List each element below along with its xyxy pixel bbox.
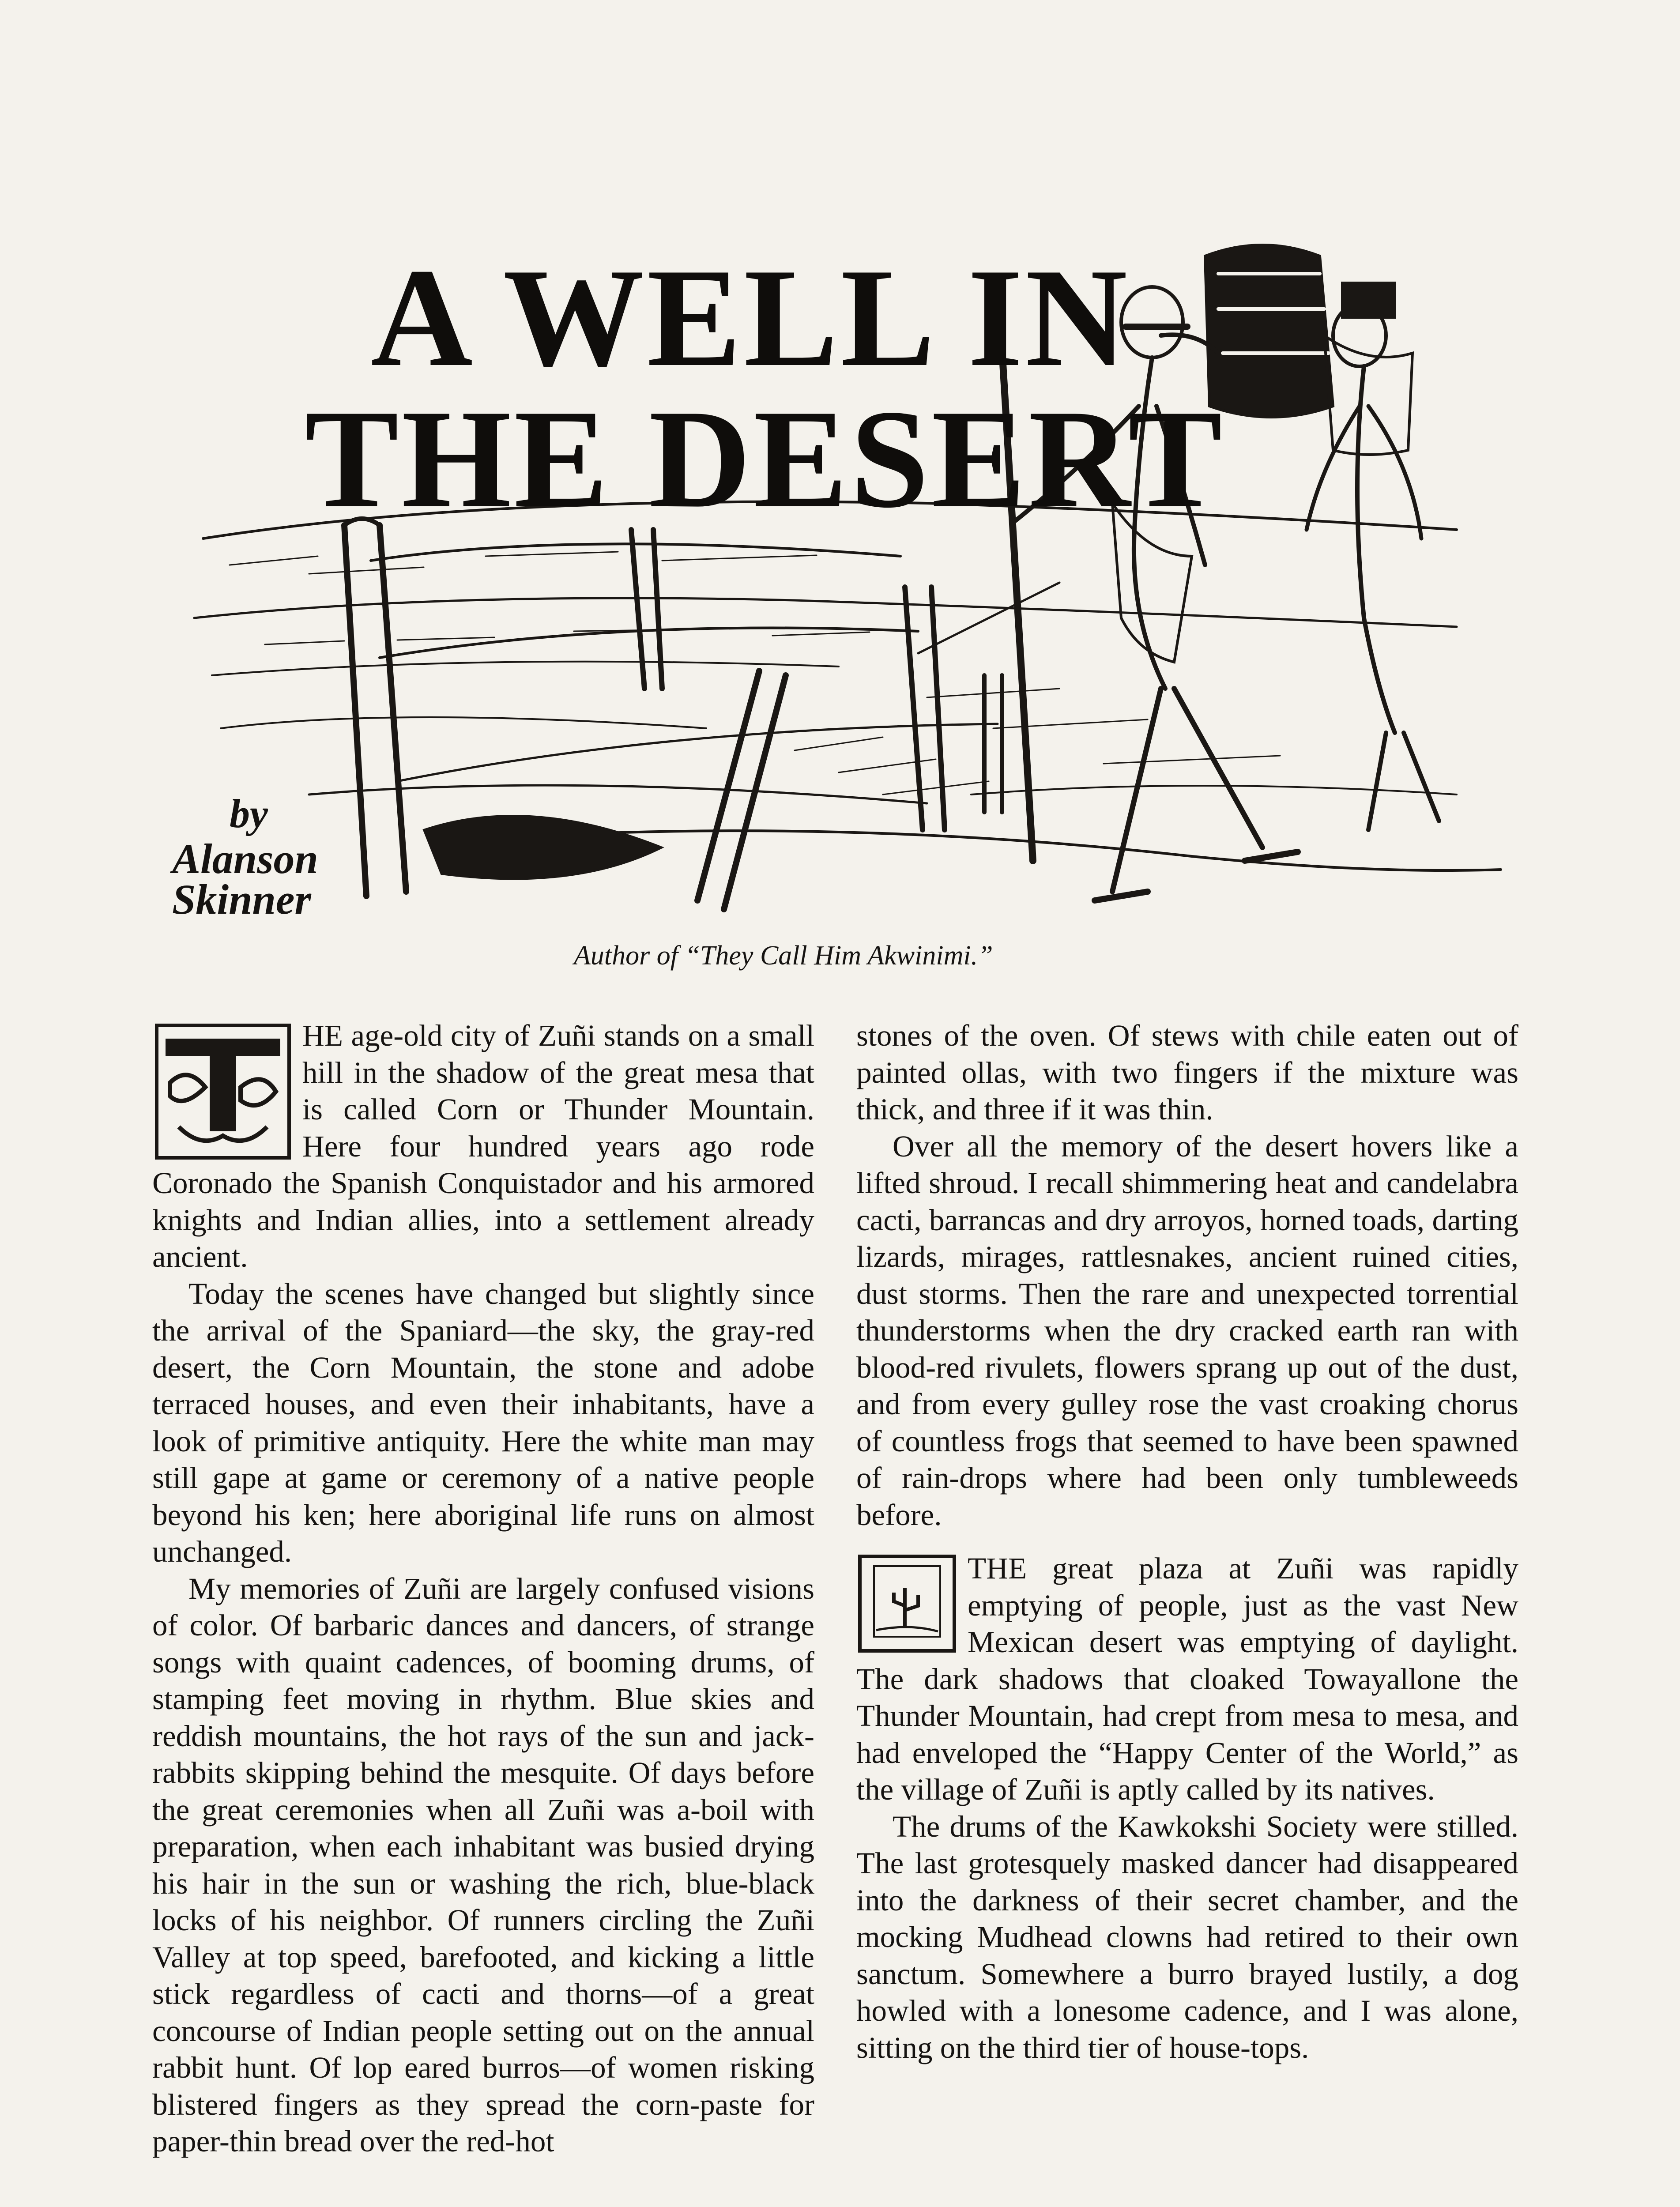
author-name: Alanson Skinner	[172, 835, 318, 923]
paragraph: Over all the memory of the desert hovers like a lifted shroud. I recall shimmering heat and candelabra cacti, barrancas and dry arroyos, horned toads, darting lizards, mirages, rattlesnakes, ancient ruined cities, dust storms. Then the rare and unexpected torrential thunderstorms when the dry cracked earth ran with blood-red rivulets, flowers sprang up out of the dust, and from every gulley rose the vast croaking chorus of countless frogs that seemed to have been spawned of rain-drops where had been only tumbleweeds before.	[856, 1129, 1518, 1532]
author-caption: Author of “They Call Him Akwinimi.”	[574, 941, 993, 971]
paragraph: The drums of the Kawkokshi Society were stilled. The last grotesquely masked dancer had disappeared into the darkness of their secret chamber, and the mocking Mudhead clowns had retired to their own sanctum. Somewhere a burro brayed lustily, a dog howled with a lonesome cadence, and I was alone, sitting on the third tier of house-tops.	[856, 1809, 1518, 2064]
paragraph-text: THE great plaza at Zuñi was rapidly emptying of people, just as the vast New Mexican desert was emptying of daylight. The dark shadows that cloaked Towayallone the Thunder Mountain, had crept from mesa to mesa, and had enveloped the “Happy Center of the World,” as the village of Zuñi is aptly called by its natives.	[856, 1552, 1518, 1806]
article-title-line1: A WELL IN	[371, 240, 1130, 396]
paragraph: HE age-old city of Zuñi stands on a small hill in the shadow of the great mesa that is called Corn or Thunder Mountain. Here four hundred years ago rode Coronado the Spanish Conquistador and his armored knights and Indian allies, into a settlement already ancient.	[152, 1019, 814, 1273]
section-paragraph	[856, 1550, 1518, 1808]
ornamental-t-initial-icon	[152, 1021, 294, 1162]
paragraph: Today the scenes have changed but slightly since the arrival of the Spaniard—the sky, the gray-red desert, the Corn Mountain, the stone and adobe terraced houses, and even their inhabitants, have a look of primitive antiquity. Here the white man may still gape at game or ceremony of a native people beyond his ken; here aboriginal life runs on almost unchanged.	[152, 1277, 814, 1568]
cactus-vignette-initial-icon	[856, 1553, 958, 1654]
byline-by: by	[230, 791, 268, 836]
left-column	[152, 1017, 814, 2160]
paragraph: My memories of Zuñi are largely confused visions of color. Of barbaric dances and dancers, of strange songs with quaint cadences, of booming drums, of stamping feet moving in rhythm. Blue skies and reddish mountains, the hot rays of the sun and jack-rabbits skipping behind the mesquite. Of days before the great ceremonies when all Zuñi was a-boil with preparation, when each inhabitant was busied drying his hair in the sun or washing the rich, blue-black locks of his neighbor. Of runners circling the Zuñi Valley at top speed, barefooted, and kicking a little stick regardless of cacti and thorns—of a great concourse of Indian people setting out on the annual rabbit hunt. Of lop eared burros—of women risking blistered fingers as they spread the corn-paste for paper-thin bread over the red-hot	[152, 1571, 814, 2158]
paragraph: stones of the oven. Of stews with chile eaten out of painted ollas, with two fingers if the mixture was thick, and three if it was thin.	[856, 1019, 1518, 1126]
article-title-line2: THE DESERT	[305, 381, 1225, 537]
right-column	[856, 1017, 1518, 2066]
